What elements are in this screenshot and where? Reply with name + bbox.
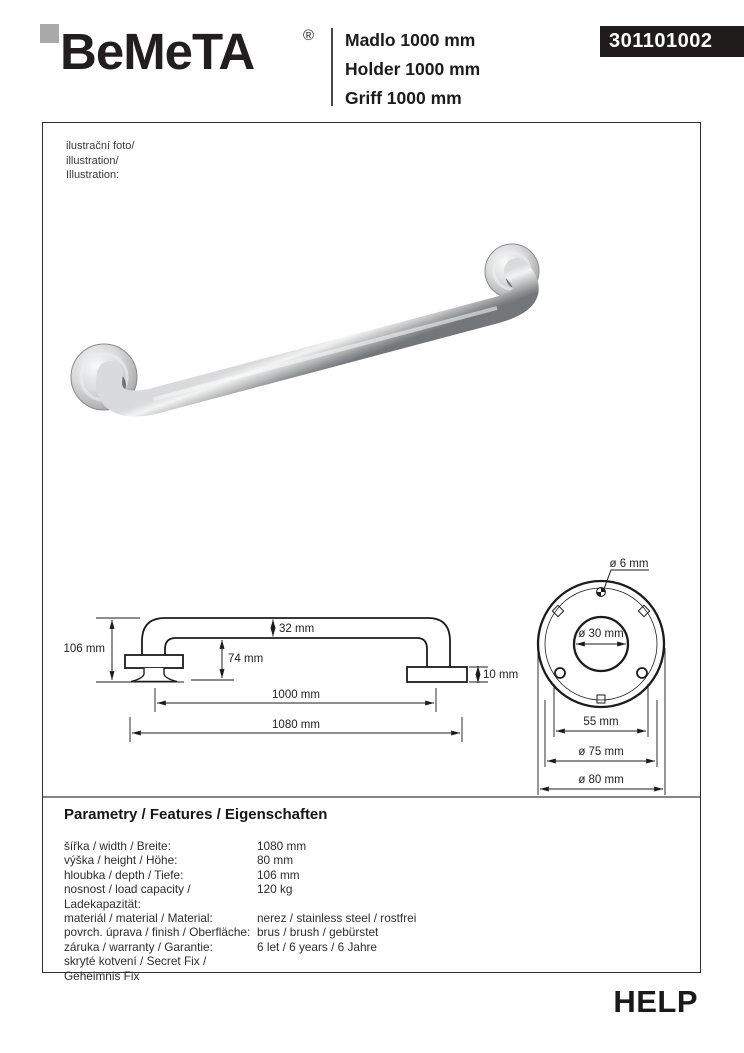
param-label: šířka / width / Breite: <box>64 839 171 853</box>
help-label: HELP <box>613 984 698 1019</box>
dim1000-label: 1000 mm <box>272 689 320 701</box>
dim10-label: 10 mm <box>483 669 519 681</box>
screw-hole-right <box>637 668 647 678</box>
param-label: záruka / warranty / Garantie: <box>64 939 213 954</box>
param-value: 106 mm <box>257 867 300 882</box>
dim106-label: 106 mm <box>63 643 105 655</box>
illustration-note-en: illustration/ <box>66 154 119 167</box>
brand-logo: BeMeTA <box>60 23 255 80</box>
param-row-width <box>64 839 664 853</box>
product-name-cs: Madlo 1000 mm <box>345 30 476 50</box>
param-value: 1080 mm <box>257 839 307 853</box>
param-value: 120 kg <box>257 882 293 897</box>
dim1080-label: 1080 mm <box>272 719 320 731</box>
param-label: skryté kotvení / Secret Fix / Geheimnis Fix <box>64 954 207 983</box>
param-label: materiál / material / Material: <box>64 911 213 926</box>
dim75-label: ø 75 mm <box>578 746 624 758</box>
square-marker-left <box>552 605 563 616</box>
param-row-depth <box>64 868 664 882</box>
dim6-label: ø 6 mm <box>609 558 649 570</box>
end-view-drawing <box>538 570 665 795</box>
param-label: povrch. úprava / finish / Oberfläche: <box>64 925 251 940</box>
param-row-material <box>64 911 664 925</box>
screw-hole-left <box>555 668 565 678</box>
param-value: 80 mm <box>257 853 294 868</box>
dim32-label: 32 mm <box>279 623 315 635</box>
dim55-label: 55 mm <box>583 716 619 728</box>
photo-tube-highlight <box>154 308 497 399</box>
parameters-section <box>64 806 664 983</box>
product-name-de: Griff 1000 mm <box>345 88 462 108</box>
illustration-note-label: Illustration: <box>66 169 120 181</box>
dim30-label: ø 30 mm <box>578 628 624 640</box>
left-flange-trumpet <box>131 668 177 682</box>
param-label: nosnost / load capacity / Ladekapazität: <box>64 882 191 911</box>
param-value <box>257 954 664 983</box>
right-flange-plate <box>407 667 467 682</box>
parameters-title: Parametry / Features / Eigenschaften <box>64 806 328 823</box>
param-row-secret-fix <box>64 954 664 983</box>
square-marker-bottom <box>597 695 605 703</box>
param-row-finish <box>64 925 664 939</box>
param-value: 6 let / 6 years / 6 Jahre <box>257 939 377 954</box>
param-row-load-capacity <box>64 882 664 911</box>
registered-trademark-icon: ® <box>303 27 315 44</box>
photo-tube <box>109 271 526 404</box>
param-label: hloubka / depth / Tiefe: <box>64 867 184 882</box>
param-label: výška / height / Höhe: <box>64 853 178 868</box>
param-value: brus / brush / gebürstet <box>257 925 379 940</box>
dim74-label: 74 mm <box>228 653 264 665</box>
tube-inner-contour <box>165 638 427 667</box>
product-name-en: Holder 1000 mm <box>345 59 481 79</box>
square-marker-right <box>638 605 649 616</box>
product-photo <box>71 244 539 410</box>
param-value: nerez / stainless steel / rostfrei <box>257 911 417 926</box>
param-row-height <box>64 853 664 867</box>
left-flange-rosette <box>125 655 183 668</box>
dim80-label: ø 80 mm <box>578 774 624 786</box>
illustration-note-cs: ilustrační foto/ <box>66 140 135 152</box>
param-row-warranty <box>64 940 664 954</box>
product-code-badge: 301101002 <box>600 26 744 57</box>
dim55-ext <box>554 684 648 737</box>
